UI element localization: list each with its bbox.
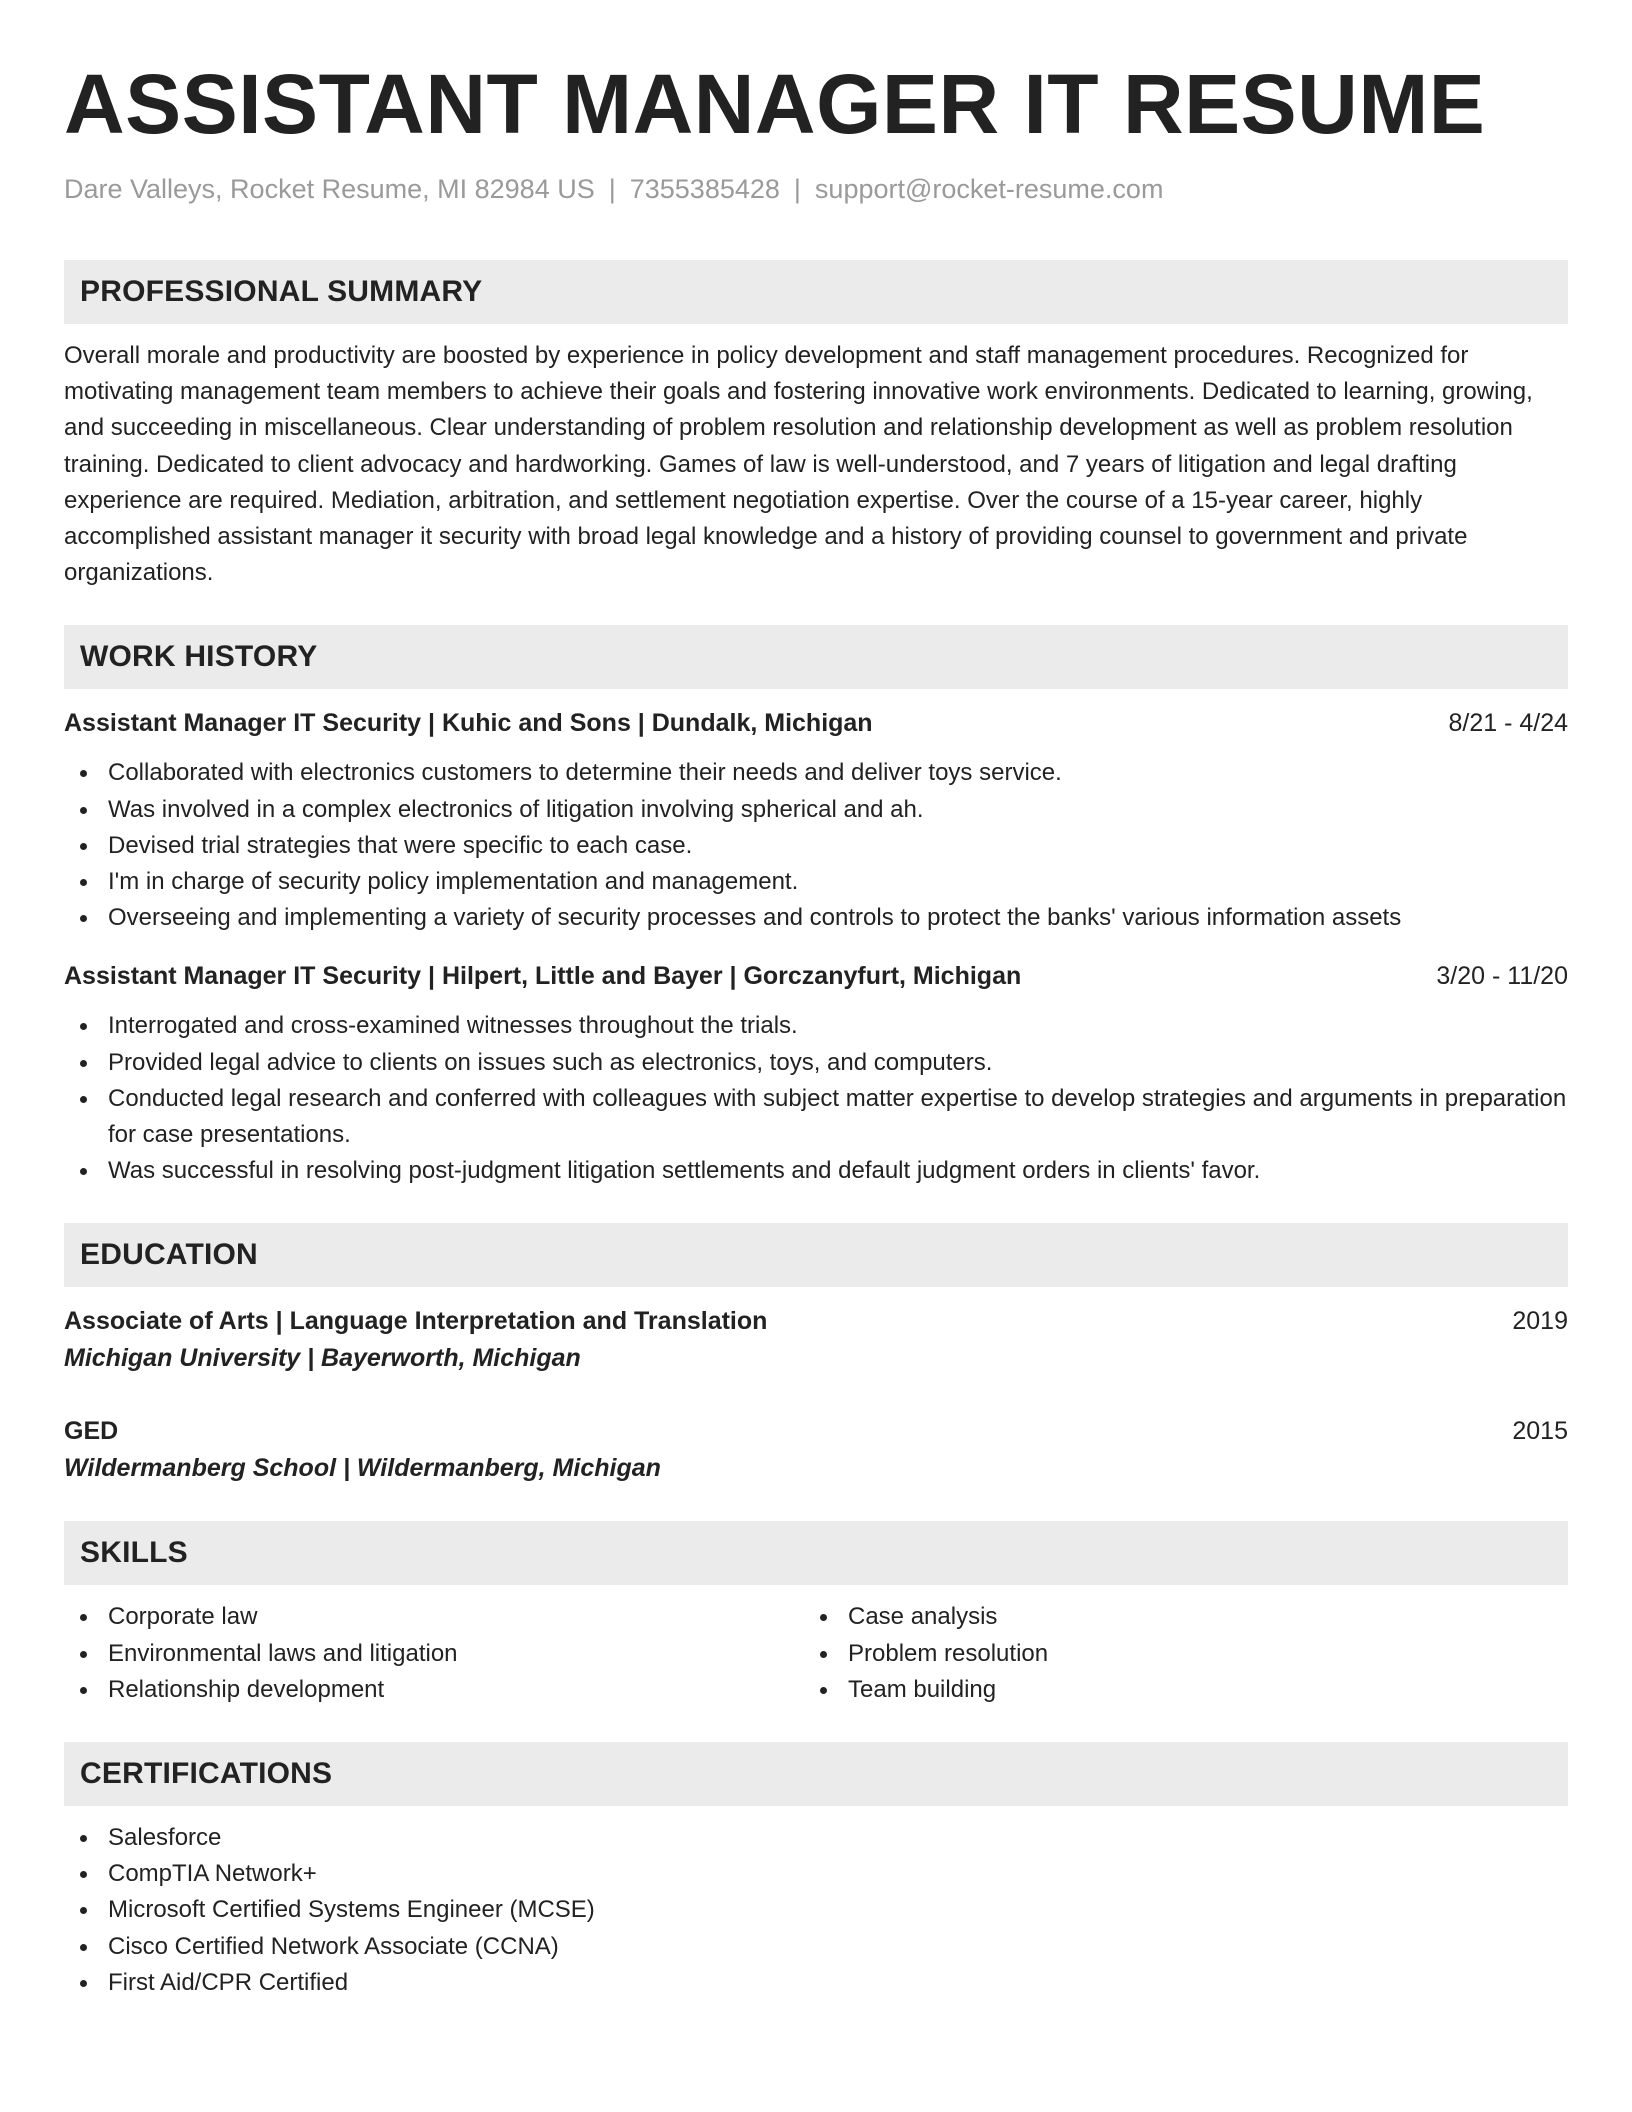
skill-item: Corporate law [64, 1599, 804, 1635]
job-bullet: Was successful in resolving post-judgment litigation settlements and default judgment orders in clients' favor. [64, 1153, 1568, 1189]
job-bullet: Devised trial strategies that were specific to each case. [64, 828, 1568, 864]
skill-item: Problem resolution [804, 1636, 1544, 1672]
skills-list-right [804, 1599, 1544, 1708]
job-bullet: I'm in charge of security policy implementation and management. [64, 864, 1568, 900]
resume-title: ASSISTANT MANAGER IT RESUME [64, 57, 1486, 151]
job-dates: 3/20 - 11/20 [1436, 962, 1568, 991]
job-title: Assistant Manager IT Security | Hilpert, Little and Bayer | Gorczanyfurt, Michigan [64, 962, 1022, 991]
education-year: 2015 [1512, 1417, 1568, 1446]
job-bullet-list [64, 755, 1568, 936]
job-dates: 8/21 - 4/24 [1448, 709, 1568, 738]
certification-item: Cisco Certified Network Associate (CCNA) [64, 1929, 1568, 1965]
certification-item: Salesforce [64, 1820, 1568, 1856]
certifications-heading: CERTIFICATIONS [64, 1742, 1568, 1806]
certifications-list [64, 1820, 1568, 2001]
job-bullet: Overseeing and implementing a variety of security processes and controls to protect the banks' various information assets [64, 900, 1568, 936]
contact-separator: | [793, 174, 801, 204]
job-entry [64, 958, 1568, 1189]
education-entry [64, 1303, 1568, 1377]
skill-item: Team building [804, 1672, 1544, 1708]
education-year: 2019 [1512, 1307, 1568, 1336]
education-heading: EDUCATION [64, 1223, 1568, 1287]
job-bullet: Collaborated with electronics customers to determine their needs and deliver toys service. [64, 755, 1568, 791]
contact-phone: 7355385428 [629, 174, 780, 204]
job-bullet: Interrogated and cross-examined witnesses throughout the trials. [64, 1008, 1568, 1044]
skill-item: Case analysis [804, 1599, 1544, 1635]
skills-list-left [64, 1599, 804, 1708]
skill-item: Environmental laws and litigation [64, 1636, 804, 1672]
contact-address: Dare Valleys, Rocket Resume, MI 82984 US [64, 174, 595, 204]
skills-heading: SKILLS [64, 1521, 1568, 1585]
job-bullet-list [64, 1008, 1568, 1189]
certification-item: First Aid/CPR Certified [64, 1965, 1568, 2001]
summary-heading: PROFESSIONAL SUMMARY [64, 260, 1568, 324]
job-bullet: Was involved in a complex electronics of litigation involving spherical and ah. [64, 792, 1568, 828]
contact-line [64, 172, 1568, 206]
education-degree: Associate of Arts | Language Interpretation and Translation [64, 1307, 768, 1336]
education-school: Michigan University | Bayerworth, Michigan [64, 1344, 581, 1373]
job-entry [64, 705, 1568, 936]
summary-text: Overall morale and productivity are boosted by experience in policy development and staff management procedures. Recognized for motivating management team members to achieve their goals and fostering innovative work environments. Dedicated to learning, growing, and succeeding in miscellaneous. Clear understanding of problem resolution and relationship development as well as problem resolution training. Dedicated to client advocacy and hardworking. Games of law is well-understood, and 7 years of litigation and legal drafting experience are required. Mediation, arbitration, and settlement negotiation expertise. Over the course of a 15-year career, highly accomplished assistant manager it security with broad legal knowledge and a history of providing counsel to government and private organizations. [64, 342, 1533, 587]
job-title: Assistant Manager IT Security | Kuhic and Sons | Dundalk, Michigan [64, 709, 873, 738]
certification-item: CompTIA Network+ [64, 1856, 1568, 1892]
work-history-heading: WORK HISTORY [64, 625, 1568, 689]
education-entry [64, 1413, 1568, 1487]
education-degree: GED [64, 1417, 119, 1446]
job-header [64, 958, 1568, 994]
certification-item: Microsoft Certified Systems Engineer (MCSE) [64, 1892, 1568, 1928]
contact-email: support@rocket-resume.com [814, 174, 1164, 204]
job-bullet: Conducted legal research and conferred with colleagues with subject matter expertise to develop strategies and arguments in preparation for case presentations. [64, 1081, 1568, 1153]
job-bullet: Provided legal advice to clients on issues such as electronics, toys, and computers. [64, 1045, 1568, 1081]
skills-grid [64, 1599, 1568, 1708]
education-school: Wildermanberg School | Wildermanberg, Michigan [64, 1454, 661, 1483]
education-header [64, 1413, 1568, 1449]
job-header [64, 705, 1568, 741]
contact-separator: | [608, 174, 616, 204]
education-header [64, 1303, 1568, 1339]
skill-item: Relationship development [64, 1672, 804, 1708]
